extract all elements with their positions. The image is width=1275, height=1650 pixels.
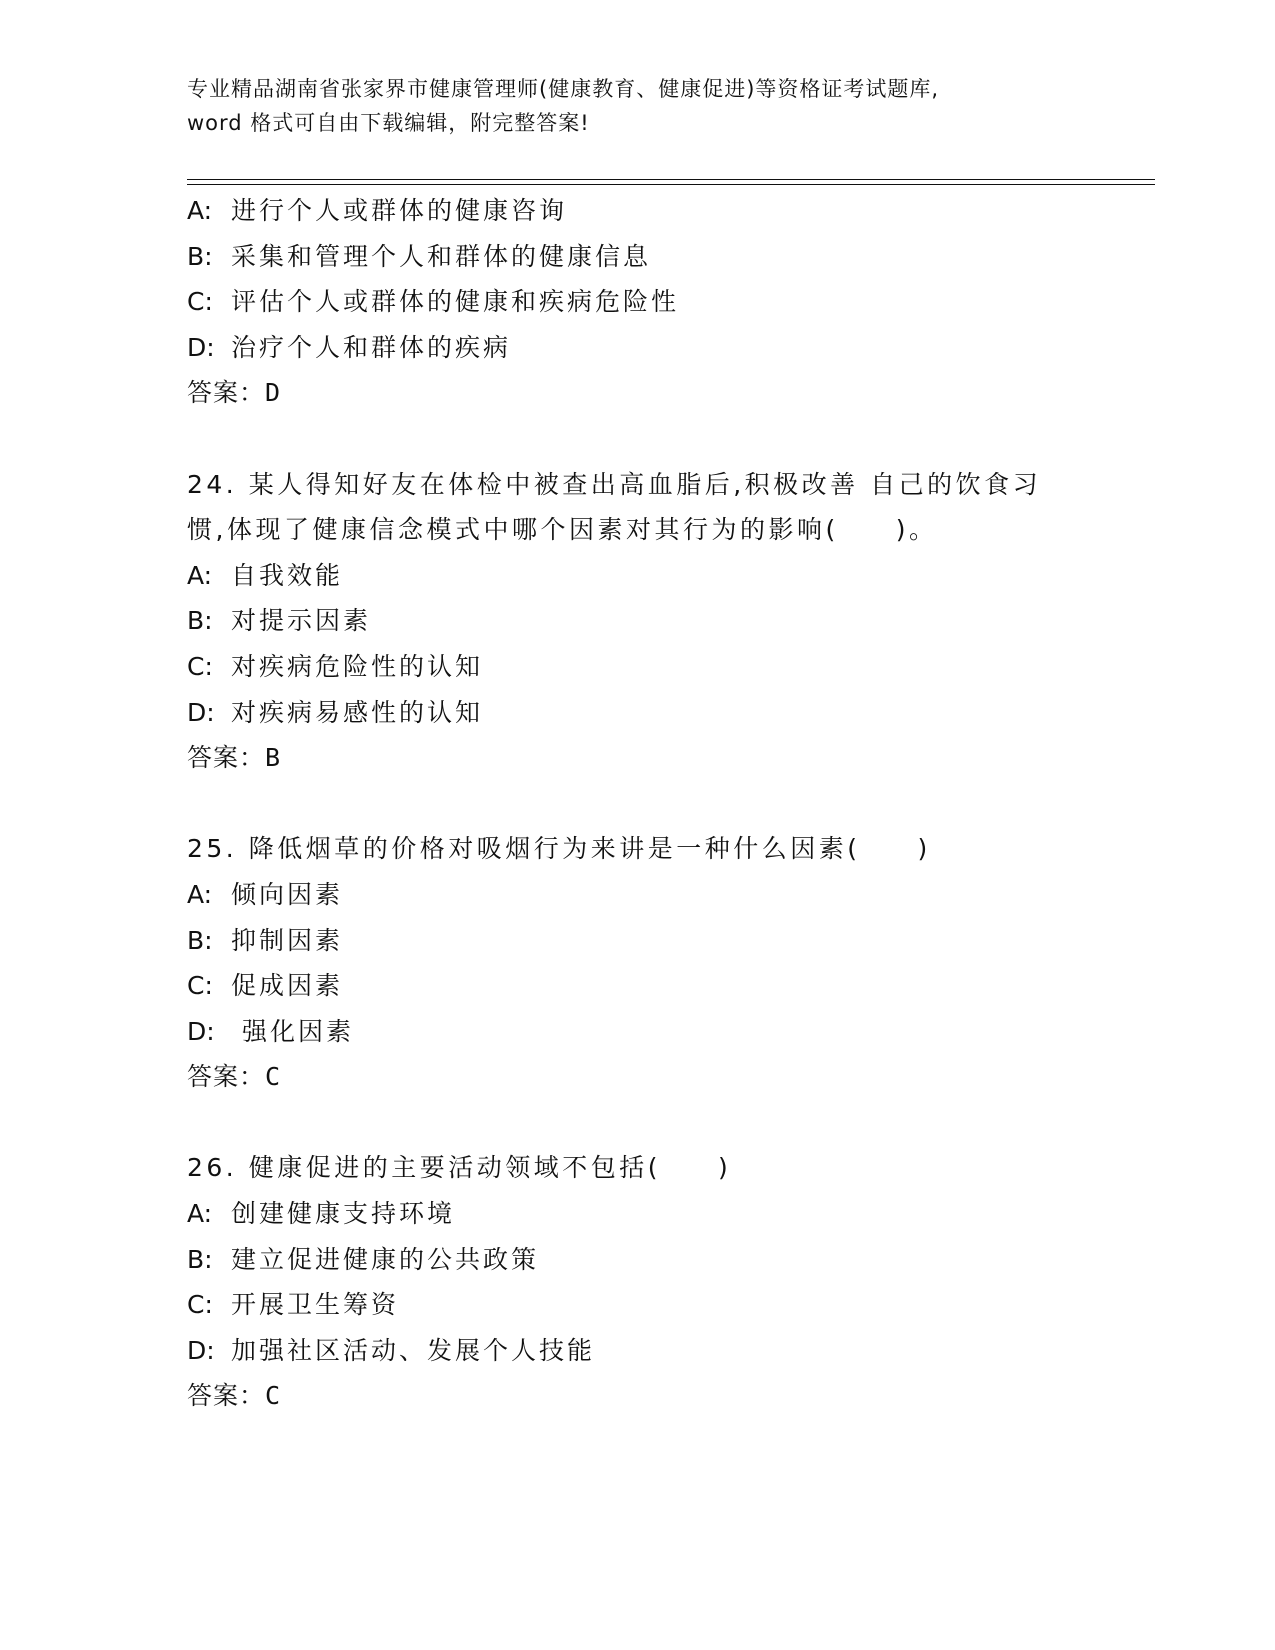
option-row [187,188,1087,234]
option-text: 对疾病危险性的认知 [231,651,484,681]
question-stem-line: 26. 健康促进的主要活动领域不包括( ) [187,1153,732,1183]
option-text: 对疾病易感性的认知 [231,697,484,727]
option-text: 抑制因素 [231,925,344,955]
option-key: A: [187,879,213,909]
option-row [187,1009,1087,1055]
option-key: A: [187,560,213,590]
option-key: A: [187,1199,213,1229]
option-key: C: [187,651,213,681]
option-key: C: [187,971,213,1001]
option-row [187,325,1087,371]
answer-value: C [265,1381,282,1411]
option-key: B: [187,1244,213,1274]
answer-row [187,1373,1087,1419]
answer-label: 答案： [187,1381,266,1411]
option-row [187,553,1087,599]
answer-value: C [265,1062,282,1092]
option-text: 倾向因素 [231,879,344,909]
option-key: A: [187,196,213,225]
option-row [187,1191,1087,1237]
question-25 [187,826,1087,1100]
option-key: B: [187,241,213,271]
option-key: C: [187,287,213,317]
option-key: D: [187,332,215,362]
option-text: 创建健康支持环境 [231,1199,456,1229]
answer-label: 答案： [187,1062,266,1092]
option-text: 采集和管理个人和群体的健康信息 [231,241,652,271]
option-text: 对提示因素 [231,606,372,636]
option-key: B: [187,606,213,636]
question-24 [187,462,1087,781]
option-key: D: [187,1335,215,1365]
option-text: 治疗个人和群体的疾病 [231,332,512,362]
option-row [187,918,1087,964]
option-row [187,872,1087,918]
option-row [187,1328,1087,1374]
option-text: 评估个人或群体的健康和疾病危险性 [231,287,680,317]
question-26 [187,1145,1087,1419]
option-key: C: [187,1290,213,1320]
answer-value: D [265,378,282,408]
option-row [187,279,1087,325]
option-key: D: [187,697,215,727]
answer-row [187,370,1087,416]
option-text: 促成因素 [231,971,344,1001]
option-row [187,644,1087,690]
question-stem-line: 24. 某人得知好友在体检中被查出高血脂后,积极改善 自己的饮食习 [187,469,1042,499]
header-line-1: 专业精品湖南省张家界市健康管理师(健康教育、健康促进)等资格证考试题库, [187,77,940,101]
option-key: B: [187,925,213,955]
option-row [187,1237,1087,1283]
option-key: D: [187,1016,215,1046]
question-stem-line: 惯,体现了健康信念模式中哪个因素对其行为的影响( )。 [187,515,938,545]
option-text: 开展卫生筹资 [231,1290,400,1320]
answer-label: 答案： [187,743,266,773]
option-text: 强化因素 [231,1016,354,1046]
option-row [187,690,1087,736]
header-divider-top [187,179,1155,180]
question-23-continuation [187,188,1087,416]
question-stem-line: 25. 降低烟草的价格对吸烟行为来讲是一种什么因素( ) [187,834,931,864]
option-text: 自我效能 [231,560,344,590]
header-line-2: word 格式可自由下载编辑，附完整答案! [187,111,590,135]
option-row [187,598,1087,644]
option-text: 加强社区活动、发展个人技能 [231,1335,596,1365]
question-list [187,188,1087,1419]
option-text: 建立促进健康的公共政策 [231,1244,540,1274]
option-text: 进行个人或群体的健康咨询 [231,196,568,225]
answer-row [187,735,1087,781]
answer-label: 答案： [187,378,266,408]
header-divider-bottom [187,184,1155,185]
option-row [187,963,1087,1009]
document-header [187,72,1067,140]
option-row [187,1282,1087,1328]
option-row [187,234,1087,280]
answer-value: B [265,743,282,773]
answer-row [187,1054,1087,1100]
